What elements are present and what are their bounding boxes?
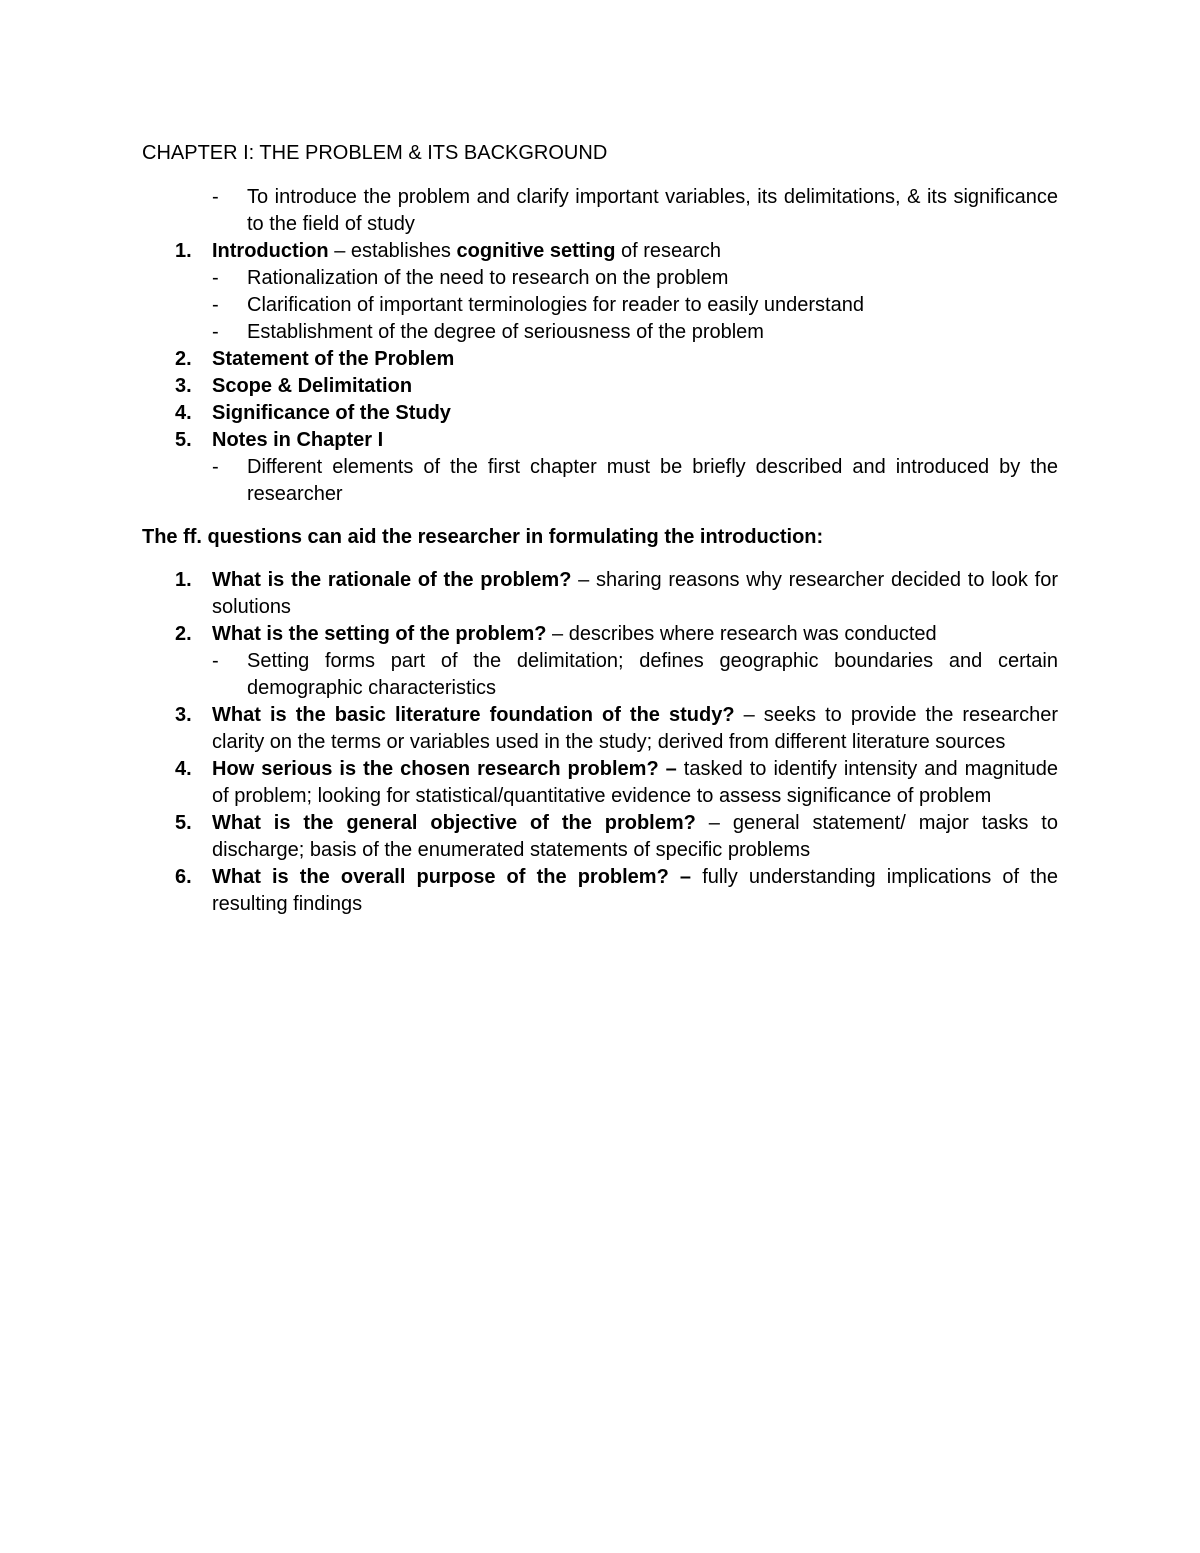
question-number: 6. <box>175 866 192 888</box>
section-number: 1. <box>175 240 192 262</box>
section-significance <box>142 400 1058 427</box>
chapter-title: CHAPTER I: THE PROBLEM & ITS BACKGROUND <box>142 142 608 164</box>
section-introduction <box>142 238 1058 265</box>
section-number: 3. <box>175 375 192 397</box>
question-item <box>142 702 1058 756</box>
bullet-item <box>142 648 1058 702</box>
bullet-text: Setting forms part of the delimitation; defines geographic boundaries and certain demographic characteristics <box>247 650 1058 699</box>
question-answer: – seeks to provide the researcher clarity on the terms or variables used in the study; derived from different literature sources <box>212 704 1058 753</box>
question-text: What is the basic literature foundation of the study? <box>212 704 735 726</box>
section-title: Significance of the Study <box>212 402 451 424</box>
question-text: What is the overall purpose of the problem? – <box>212 866 692 888</box>
section-title: Notes in Chapter I <box>212 429 384 451</box>
dash-marker: - <box>212 186 219 208</box>
question-answer: tasked to identify intensity and magnitude of problem; looking for statistical/quantitative evidence to assess significance of problem <box>212 758 1058 807</box>
section-number: 2. <box>175 348 192 370</box>
bullet-text: Different elements of the first chapter must be briefly described and introduced by the researcher <box>247 456 1058 505</box>
section-title: Statement of the Problem <box>212 348 455 370</box>
bullet-text: Clarification of important terminologies for reader to easily understand <box>247 294 864 316</box>
bullet-text: Establishment of the degree of seriousness of the problem <box>247 321 764 343</box>
intro-note-text: To introduce the problem and clarify important variables, its delimitations, & its significance to the field of study <box>247 186 1058 235</box>
question-item <box>142 756 1058 810</box>
question-item <box>142 810 1058 864</box>
question-answer: – sharing reasons why researcher decided to look for solutions <box>212 569 1058 618</box>
question-text: What is the setting of the problem? <box>212 623 547 645</box>
bullet-item <box>142 319 1058 346</box>
question-text: What is the general objective of the problem? <box>212 812 696 834</box>
section-separator: – establishes <box>328 240 457 262</box>
section-title: Introduction <box>212 240 329 262</box>
section-notes <box>142 427 1058 454</box>
question-answer: – general statement/ major tasks to discharge; basis of the enumerated statements of specific problems <box>212 812 1058 861</box>
section-number: 4. <box>175 402 192 424</box>
question-text: What is the rationale of the problem? <box>212 569 572 591</box>
dash-marker: - <box>212 650 219 672</box>
intro-note <box>142 184 1058 238</box>
section-title: Scope & Delimitation <box>212 375 413 397</box>
section-statement-of-problem <box>142 346 1058 373</box>
dash-marker: - <box>212 294 219 316</box>
bullet-item <box>142 265 1058 292</box>
question-number: 4. <box>175 758 192 780</box>
question-number: 5. <box>175 812 192 834</box>
section-number: 5. <box>175 429 192 451</box>
bullet-item <box>142 454 1058 508</box>
page-content <box>142 140 1058 918</box>
bullet-item <box>142 292 1058 319</box>
dash-marker: - <box>212 321 219 343</box>
section-scope-delimitation <box>142 373 1058 400</box>
question-number: 2. <box>175 623 192 645</box>
question-answer: fully understanding implications of the resulting findings <box>212 866 1058 915</box>
section-rest: of research <box>615 240 722 262</box>
question-answer: – describes where research was conducted <box>546 623 937 645</box>
questions-heading: The ff. questions can aid the researcher in formulating the introduction: <box>142 526 824 548</box>
question-item <box>142 621 1058 648</box>
question-item <box>142 864 1058 918</box>
dash-marker: - <box>212 267 219 289</box>
dash-marker: - <box>212 456 219 478</box>
question-item <box>142 567 1058 621</box>
question-text: How serious is the chosen research problem? – <box>212 758 677 780</box>
question-number: 1. <box>175 569 192 591</box>
section-key-term: cognitive setting <box>456 240 616 262</box>
question-number: 3. <box>175 704 192 726</box>
bullet-text: Rationalization of the need to research on the problem <box>247 267 729 289</box>
